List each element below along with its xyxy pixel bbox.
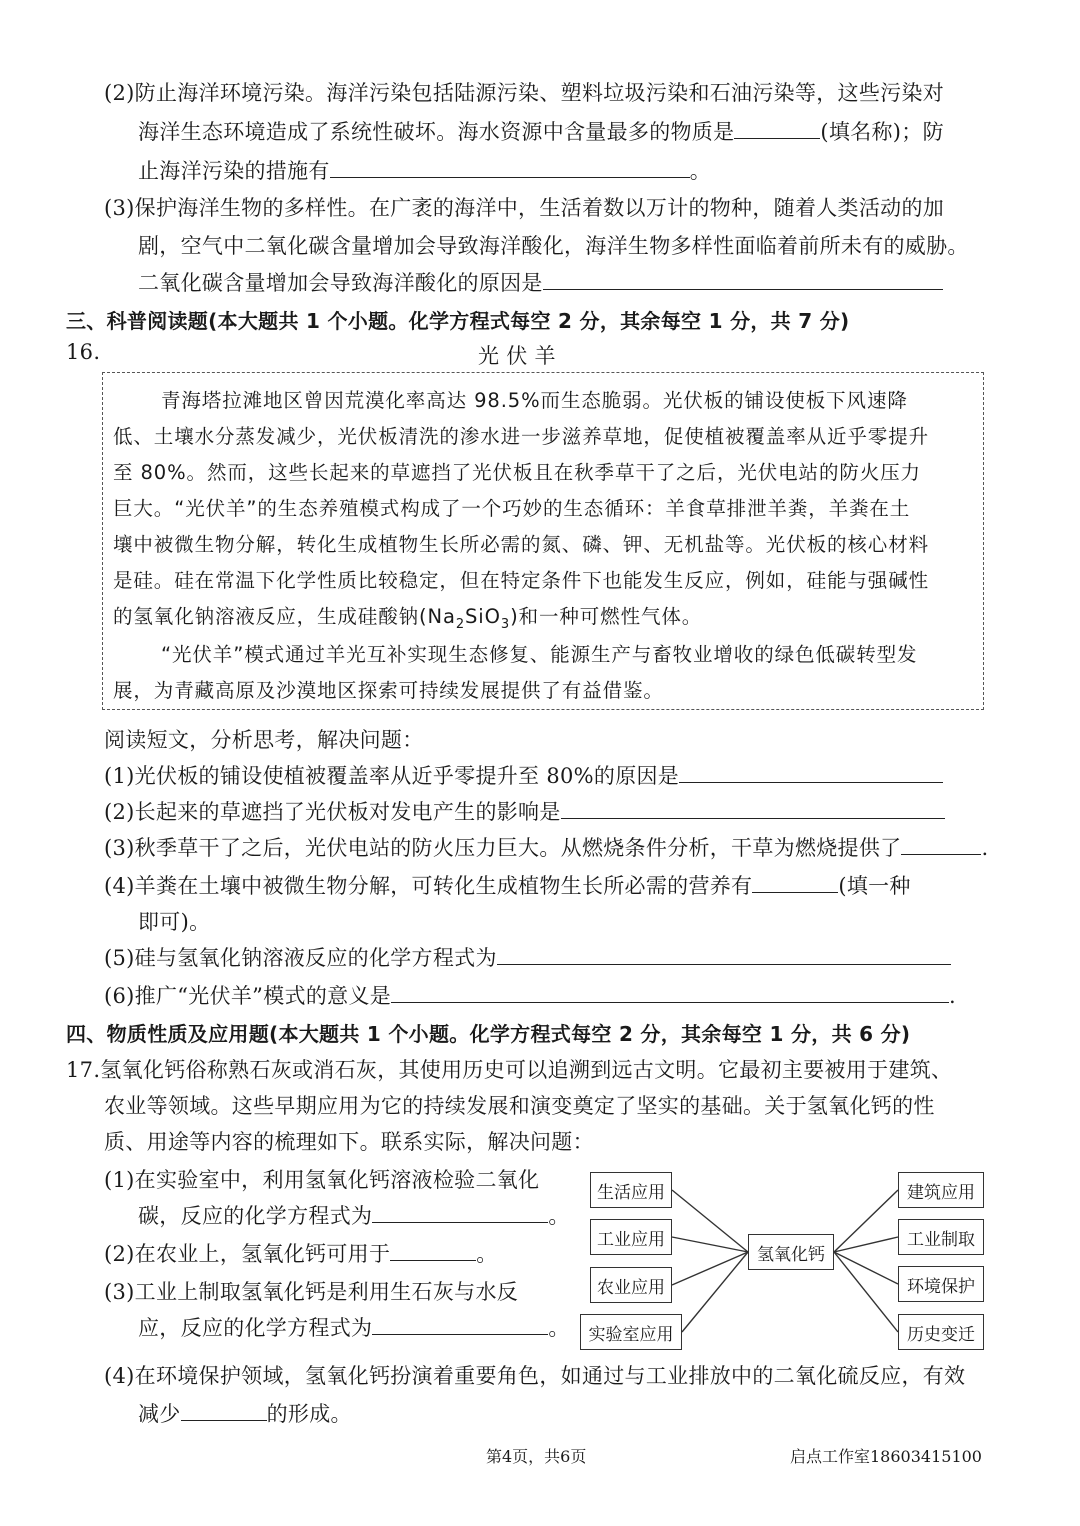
question-text: 的形成。 <box>266 1402 352 1426</box>
q15-part3-line2: 剧，空气中二氧化碳含量增加会导致海洋酸化，海洋生物多样性面临着前所未有的威胁。 <box>138 234 969 258</box>
question-text: 。 <box>548 1204 570 1228</box>
q15-part3-line1: (3)保护海洋生物的多样性。在广袤的海洋中，生活着数以万计的物种，随着人类活动的加 <box>104 196 945 220</box>
q15-part2-text: 海洋生态环境造成了系统性破坏。海水资源中含量最多的物质是 <box>138 120 735 144</box>
q17-intro-line2: 农业等领域。这些早期应用为它的持续发展和演变奠定了坚实的基础。关于氢氧化钙的性 <box>104 1094 935 1118</box>
connector-line <box>834 1237 898 1252</box>
question-text: 减少 <box>138 1402 181 1426</box>
question-text: 。 <box>476 1242 498 1266</box>
answer-blank[interactable] <box>497 942 951 965</box>
passage-text: SiO <box>465 605 501 628</box>
passage-line: 巨大。“光伏羊”的生态养殖模式构成了一个巧妙的生态循环：羊食草排泄羊粪，羊粪在土 <box>113 497 911 520</box>
passage-text: )和一种可燃性气体。 <box>510 605 703 628</box>
answer-blank[interactable] <box>372 1200 548 1223</box>
q16-question-4-cont: 即可)。 <box>138 910 211 934</box>
answer-blank[interactable] <box>561 796 945 819</box>
diagram-box-life: 生活应用 <box>590 1172 672 1208</box>
formula-subscript: 3 <box>500 616 511 632</box>
question-text: (3)秋季草干了之后，光伏电站的防火压力巨大。从燃烧条件分析，干草为燃烧提供了 <box>104 836 902 860</box>
q17-question-3-line2 <box>138 1312 570 1342</box>
q16-question-6 <box>104 980 956 1010</box>
diagram-box-laboratory: 实验室应用 <box>580 1314 682 1350</box>
question-text: 碳，反应的化学方程式为 <box>138 1204 373 1228</box>
q17-intro-line3: 质、用途等内容的梳理如下。联系实际，解决问题： <box>104 1130 594 1154</box>
diagram-box-agriculture: 农业应用 <box>590 1267 672 1303</box>
question-text: (2)在农业上，氢氧化钙可用于 <box>104 1242 391 1266</box>
q15-part3-line3 <box>138 267 943 297</box>
q15-part2-line3 <box>138 155 711 185</box>
answer-blank[interactable] <box>330 155 690 178</box>
passage-line: “光伏羊”模式通过羊光互补实现生态修复、能源生产与畜牧业增收的绿色低碳转型发 <box>161 643 918 666</box>
question-text: (4)羊粪在土壤中被微生物分解，可转化生成植物生长所必需的营养有 <box>104 874 753 898</box>
connector-line <box>834 1190 898 1252</box>
diagram-box-industry-use: 工业应用 <box>590 1219 672 1255</box>
answer-blank[interactable] <box>390 1238 476 1261</box>
connector-line <box>672 1190 748 1252</box>
answer-blank[interactable] <box>901 832 981 855</box>
section4-heading: 四、物质性质及应用题(本大题共 1 个小题。化学方程式每空 2 分，其余每空 1 分，共 6 分) <box>66 1022 911 1046</box>
question-text: (填一种 <box>838 874 911 898</box>
q17-question-3-line1: (3)工业上制取氢氧化钙是利用生石灰与水反 <box>104 1280 519 1304</box>
question-text: (2)长起来的草遮挡了光伏板对发电产生的影响是 <box>104 800 561 824</box>
studio-credit: 启点工作室18603415100 <box>790 1447 982 1466</box>
diagram-box-history: 历史变迁 <box>898 1314 984 1350</box>
q17-question-4-line2 <box>138 1398 352 1428</box>
passage-text: 的氢氧化钠溶液反应，生成硅酸钠(Na <box>113 605 456 628</box>
q15-part2-line1: (2)防止海洋环境污染。海洋污染包括陆源污染、塑料垃圾污染和石油污染等，这些污染对 <box>104 81 945 105</box>
q16-question-2 <box>104 796 945 826</box>
connector-line <box>672 1252 748 1285</box>
q17-question-2 <box>104 1238 498 1268</box>
diagram-box-environment: 环境保护 <box>898 1266 984 1302</box>
q16-question-4 <box>104 870 911 900</box>
answer-blank[interactable] <box>372 1312 548 1335</box>
question-text: . <box>981 836 989 860</box>
question-text: (5)硅与氢氧化钠溶液反应的化学方程式为 <box>104 946 497 970</box>
connector-line <box>834 1252 898 1284</box>
connector-line <box>834 1252 898 1332</box>
page-number: 第4页，共6页 <box>486 1447 587 1466</box>
connector-line <box>682 1252 748 1332</box>
answer-blank[interactable] <box>752 870 838 893</box>
answer-blank[interactable] <box>734 116 820 139</box>
section3-heading: 三、科普阅读题(本大题共 1 个小题。化学方程式每空 2 分，其余每空 1 分，共 7 分) <box>66 309 850 333</box>
q17-intro-line1: 17.氢氧化钙俗称熟石灰或消石灰，其使用历史可以追溯到远古文明。它最初主要被用于建筑、 <box>66 1058 953 1082</box>
question-text: (1)光伏板的铺设使植被覆盖率从近乎零提升至 80%的原因是 <box>104 764 680 788</box>
question-text: (6)推广“光伏羊”模式的意义是 <box>104 984 392 1008</box>
answer-blank[interactable] <box>391 980 949 1003</box>
q16-number: 16. <box>66 340 101 364</box>
q16-title: 光 伏 羊 <box>478 344 556 368</box>
diagram-box-construction: 建筑应用 <box>898 1172 984 1208</box>
q15-part2-line2 <box>138 116 944 146</box>
q16-intro: 阅读短文，分析思考，解决问题： <box>104 728 424 752</box>
answer-blank[interactable] <box>543 267 943 290</box>
passage-line: 至 80%。然而，这些长起来的草遮挡了光伏板且在秋季草干了之后，光伏电站的防火压力 <box>113 461 921 484</box>
q16-question-5 <box>104 942 951 972</box>
passage-line: 是硅。硅在常温下化学性质比较稳定，但在特定条件下也能发生反应，例如，硅能与强碱性 <box>113 569 930 592</box>
answer-blank[interactable] <box>181 1398 267 1421</box>
q16-question-3 <box>104 832 988 862</box>
diagram-box-center: 氢氧化钙 <box>748 1234 834 1270</box>
passage-line: 低、土壤水分蒸发减少，光伏板清洗的渗水进一步滋养草地，促使植被覆盖率从近乎零提升 <box>113 425 930 448</box>
passage-line <box>113 601 702 632</box>
q17-question-4-line1: (4)在环境保护领域，氢氧化钙扮演着重要角色，如通过与工业排放中的二氧化硫反应，有效 <box>104 1364 966 1388</box>
question-text: 应，反应的化学方程式为 <box>138 1316 373 1340</box>
q15-part2-text: 。 <box>689 159 712 183</box>
q15-part2-text: (填名称)；防 <box>820 120 944 144</box>
q15-part3-text: 二氧化碳含量增加会导致海洋酸化的原因是 <box>138 271 543 295</box>
question-text: 。 <box>548 1316 570 1340</box>
passage-line: 壤中被微生物分解，转化生成植物生长所必需的氮、磷、钾、无机盐等。光伏板的核心材料 <box>113 533 930 556</box>
formula-subscript: 2 <box>455 616 466 632</box>
connector-line <box>672 1237 748 1252</box>
passage-line: 展，为青藏高原及沙漠地区探索可持续发展提供了有益借鉴。 <box>113 679 664 702</box>
q15-part2-text: 止海洋污染的措施有 <box>138 159 330 183</box>
answer-blank[interactable] <box>679 760 943 783</box>
q17-question-1-line2 <box>138 1200 570 1230</box>
diagram-box-industry-production: 工业制取 <box>898 1219 984 1255</box>
passage-line: 青海塔拉滩地区曾因荒漠化率高达 98.5%而生态脆弱。光伏板的铺设使板下风速降 <box>161 389 908 412</box>
reading-passage-box <box>102 372 984 710</box>
q16-question-1 <box>104 760 943 790</box>
q17-question-1-line1: (1)在实验室中，利用氢氧化钙溶液检验二氧化 <box>104 1168 540 1192</box>
question-text: . <box>949 984 957 1008</box>
